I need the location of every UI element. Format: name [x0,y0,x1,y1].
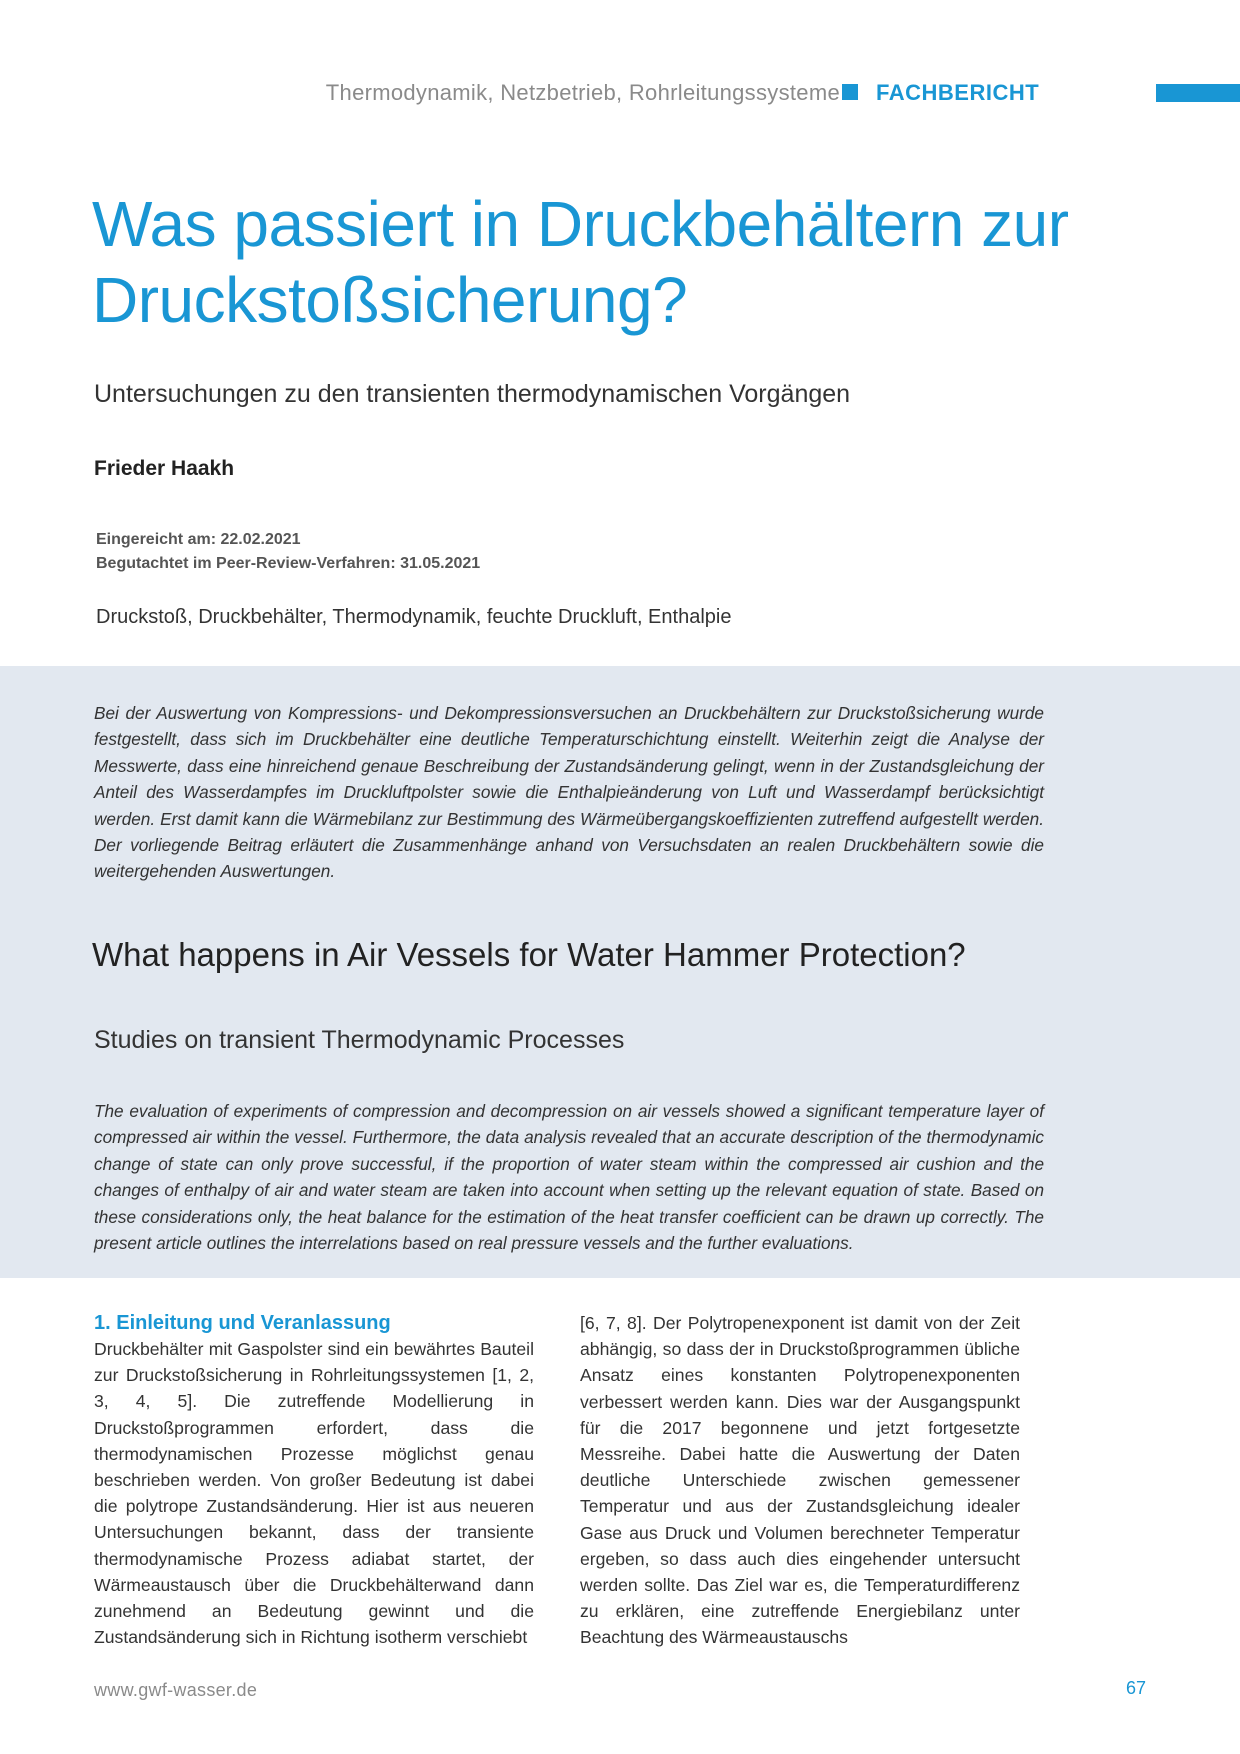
submitted-date: Eingereicht am: 22.02.2021 [96,531,301,548]
abstract-german: Bei der Auswertung von Kompressions- und Dekompressionsversuchen an Druckbehältern zur Druckstoßsicherung wurde festgestellt, dass sich im Druckbehälter eine deutliche Temperaturschichtung einstellt. Weiterhin zeigt die Analyse der Messwerte, dass eine hinreichend genaue Beschreibung der Zustandsänderung gelingt, wenn in der Zustandsgleichung der Anteil des Wasserdampfes im Druckluftpolster sowie die Enthalpieänderung von Luft und Wasserdampf berücksichtigt werden. Erst damit kann die Wärmebilanz zur Bestimmung des Wärmeübergangskoeffizienten zutreffend aufgestellt werden. Der vorliegende Beitrag erläutert die Zusammenhänge anhand von Versuchsdaten an realen Druckbehältern sowie die weitergehenden Auswertungen. [94,703,1044,882]
reviewed-date: Begutachtet im Peer-Review-Verfahren: 31.05.2021 [96,555,481,572]
header-topics: Thermodynamik, Netzbetrieb, Rohrleitungssysteme [325,80,840,105]
footer-url[interactable]: www.gwf-wasser.de [94,1680,258,1700]
article-subtitle: Untersuchungen zu den transienten thermodynamischen Vorgängen [94,380,851,408]
keywords: Druckstoß, Druckbehälter, Thermodynamik, feuchte Druckluft, Enthalpie [96,606,732,628]
page-number: 67 [1125,1678,1146,1698]
article-title: Was passiert in Druckbehältern zur Druckstoßsicherung? [92,188,1069,336]
section-heading: 1. Einleitung und Veranlassung [94,1312,391,1334]
article-author: Frieder Haakh [94,457,235,480]
header-section-label: FACHBERICHT [876,80,1040,105]
header-accent-bar [1156,84,1240,102]
body-text-right: [6, 7, 8]. Der Polytropenexponent ist damit von der Zeit abhängig, so dass der in Druckstoßprogrammen übliche Ansatz eines konstanten Polytropenexponenten verbessert werden kann. Dies war der Ausgangspunkt für die 2017 begonnene und jetzt fortgesetzte Messreihe. Dabei hatte die Auswertung der Daten deutliche Unterschiede zwischen gemessener Temperatur und aus der Zustandsgleichung idealer Gase aus Druck und Volumen berechneter Temperatur ergeben, so dass auch dies eingehender untersucht werden sollte. Das Ziel war es, die Temperaturdifferenz zu erklären, eine zutreffende Energiebilanz unter Beachtung des Wärmeaustauschs [580,1313,1020,1648]
body-text-left: Druckbehälter mit Gaspolster sind ein bewährtes Bauteil zur Druckstoßsicherung in Rohrleitungssystemen [1, 2, 3, 4, 5]. Die zutreffende Modellierung in Druckstoßprogrammen erfordert, dass die thermodynamischen Prozesse möglichst genau beschrieben werden. Von großer Bedeutung ist dabei die polytrope Zustandsänderung. Hier ist aus neueren Untersuchungen bekannt, dass der transiente thermodynamische Prozess adiabat startet, der Wärmeaustausch über die Druckbehälterwand dann zunehmend an Bedeutung gewinnt und die Zustandsänderung sich in Richtung isotherm verschiebt [94,1339,534,1648]
english-subtitle: Studies on transient Thermodynamic Processes [94,1026,625,1054]
body-column-left [94,1310,534,1650]
abstract-english: The evaluation of experiments of compression and decompression on air vessels showed a significant temperature layer of compressed air within the vessel. Furthermore, the data analysis revealed that an accurate description of the thermodynamic change of state can only prove successful, if the proportion of water steam within the compressed air cushion and the changes of enthalpy of air and water steam are taken into account when setting up the relevant equation of state. Based on these considerations only, the heat balance for the estimation of the heat transfer coefficient can be drawn up correctly. The present article outlines the interrelations based on real pressure vessels and the further evaluations. [94,1101,1044,1254]
header-square-marker [842,84,858,100]
body-column-right [580,1310,1020,1651]
english-title: What happens in Air Vessels for Water Hammer Protection? [92,936,966,973]
